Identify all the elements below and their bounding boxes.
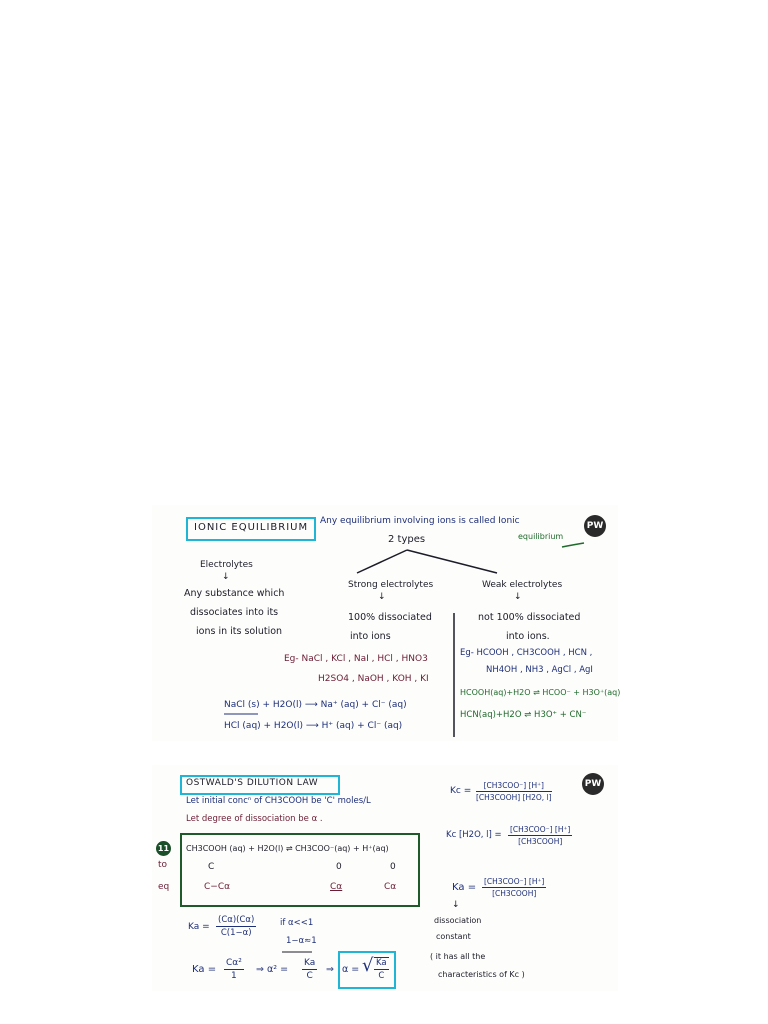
weak-examples-2: NH4OH , NH3 , AgCl , AgI (486, 665, 593, 675)
intro-line-2: Let degree of dissociation be α . (186, 814, 323, 824)
page-title: IONIC EQUILIBRIUM (194, 522, 309, 533)
weak-examples-1: Eg- HCOOH , CH3COOH , HCN , (460, 648, 593, 658)
electrolytes-heading: Electrolytes (200, 560, 253, 570)
kc-denominator: [CH3COOH] [H2O, l] (476, 793, 552, 802)
note-characteristics-2: characteristics of Kc ) (438, 970, 525, 979)
pw-logo: PW (584, 515, 606, 537)
margin-note-eq: eq (158, 882, 170, 892)
definition-line-1: Any equilibrium involving ions is called Ionic (320, 516, 520, 526)
initial-conc-product-2: 0 (390, 862, 396, 872)
section-number-badge: 11 (156, 841, 171, 856)
electrolytes-arrow: ↓ (222, 572, 230, 582)
ka-def-fraction (482, 877, 546, 898)
note-constant: constant (436, 932, 471, 941)
strong-arrow: ↓ (378, 592, 386, 602)
final-ka-numerator: Cα² (226, 958, 242, 968)
eq-conc-reactant: C−Cα (204, 882, 231, 892)
alpha-squared-fraction (302, 958, 317, 981)
kc-water-fraction (508, 825, 572, 846)
margin-note-to: to (158, 860, 168, 870)
initial-conc-reactant: C (208, 862, 215, 872)
electrolytes-desc-2: dissociates into its (190, 607, 279, 618)
ka-fraction (216, 915, 256, 938)
alpha-squared-numerator: Ka (304, 958, 316, 968)
weak-desc-1: not 100% dissociated (478, 612, 581, 623)
kc-water-denominator: [CH3COOH] (518, 837, 563, 846)
alpha-root-denominator: C (378, 971, 385, 981)
note-characteristics-1: ( it has all the (430, 952, 486, 961)
final-ka-denominator: 1 (231, 971, 237, 981)
definition-line-2: equilibrium (518, 532, 564, 541)
notes-page-ionic-equilibrium (152, 505, 621, 741)
electrolytes-desc-1: Any substance which (184, 588, 285, 599)
final-ka-fraction (224, 958, 244, 981)
eq-conc-product-2: Cα (384, 882, 397, 892)
types-label: 2 types (388, 534, 426, 545)
kc-fraction (476, 781, 552, 802)
ka-denominator: C(1−α) (220, 928, 252, 938)
weak-heading: Weak electrolytes (482, 580, 563, 590)
ka-def-arrow: ↓ (452, 900, 460, 910)
alpha-result-lhs: α = (342, 964, 360, 975)
strong-examples-2: H2SO4 , NaOH , KOH , KI (318, 674, 429, 684)
alpha-root-numerator: Ka (376, 958, 387, 968)
approx-condition: if α<<1 (280, 918, 314, 928)
weak-equation-2: HCN(aq)+H2O ⇌ H3O⁺ + CN⁻ (460, 710, 587, 720)
kc-numerator: [CH3COO⁻] [H⁺] (476, 781, 552, 792)
final-ka-lhs: Ka = (192, 964, 217, 975)
sqrt-sign: √ (362, 955, 374, 976)
electrolytes-desc-3: ions in its solution (196, 626, 283, 637)
alpha-root-fraction (374, 957, 389, 981)
intro-line-1: Let initial concⁿ of CH3COOH be 'C' moles/L (186, 796, 371, 806)
weak-arrow: ↓ (514, 592, 522, 602)
strong-equation-1: NaCl (s) + H2O(l) ⟶ Na⁺ (aq) + Cl⁻ (aq) (224, 700, 407, 710)
strong-desc-2: into ions (350, 631, 391, 642)
page-title: OSTWALD'S DILUTION LAW (186, 778, 319, 788)
weak-desc-2: into ions. (506, 631, 550, 642)
kc-lhs: Kc = (450, 786, 472, 796)
implies-arrow: ⇒ (326, 964, 334, 975)
alpha-squared-denominator: C (306, 971, 313, 981)
note-dissociation: dissociation (434, 916, 482, 925)
reaction-equation: CH3COOH (aq) + H2O(l) ⇌ CH3COO⁻(aq) + H⁺(aq) (186, 844, 389, 853)
strong-equation-2: HCl (aq) + H2O(l) ⟶ H⁺ (aq) + Cl⁻ (aq) (224, 721, 403, 731)
eq-conc-product-1: Cα (330, 882, 343, 892)
pw-logo: PW (582, 773, 604, 795)
ka-def-numerator: [CH3COO⁻] [H⁺] (484, 877, 545, 886)
ka-lhs: Ka = (188, 922, 210, 932)
ka-numerator: (Cα)(Cα) (218, 915, 255, 925)
ka-def-denominator: [CH3COOH] (492, 889, 537, 898)
ka-def-lhs: Ka = (452, 882, 477, 893)
initial-conc-product-1: 0 (336, 862, 342, 872)
strong-heading: Strong electrolytes (348, 580, 434, 590)
approx-result: 1−α≈1 (286, 936, 317, 946)
alpha-squared-label: ⇒ α² = (256, 964, 289, 975)
weak-equation-1: HCOOH(aq)+H2O ⇌ HCOO⁻ + H3O⁺(aq) (460, 688, 621, 697)
strong-examples-1: Eg- NaCl , KCl , NaI , HCl , HNO3 (284, 654, 428, 664)
notes-page-ostwald-dilution-law (152, 765, 618, 991)
kc-water-numerator: [CH3COO⁻] [H⁺] (510, 825, 571, 834)
kc-water-lhs: Kc [H2O, l] = (446, 830, 502, 840)
strong-desc-1: 100% dissociated (348, 612, 432, 623)
